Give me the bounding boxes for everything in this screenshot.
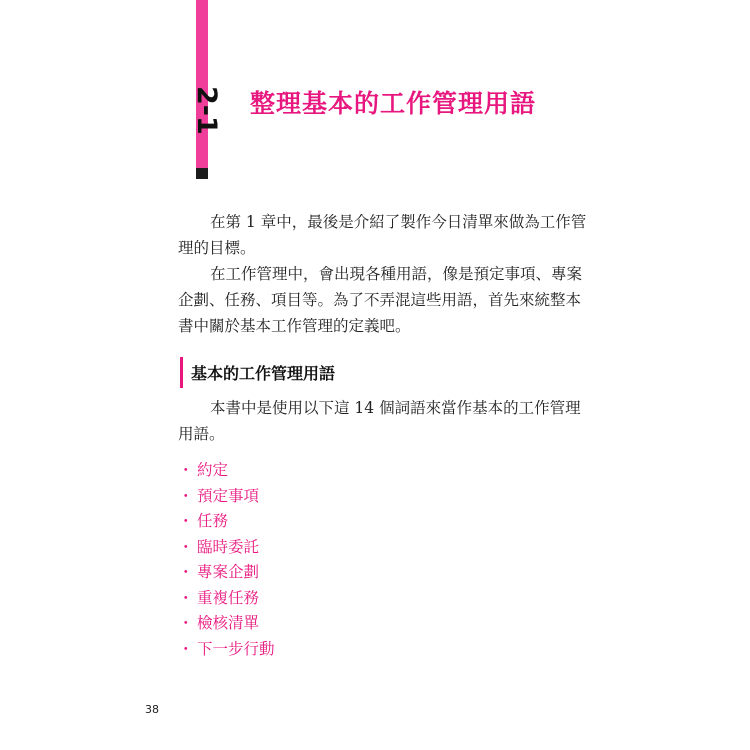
term-label: 下一步行動 [197,639,275,658]
term-label: 重複任務 [197,588,260,607]
term-label: 預定事項 [197,486,260,505]
intro-paragraph-1 [178,209,587,261]
term-label: 檢核清單 [197,614,260,632]
list-item [178,611,275,637]
term-label: 任務 [197,512,229,530]
bullet-dot: ・ [178,614,194,632]
term-label: 約定 [197,461,229,479]
bullet-dot: ・ [178,563,194,581]
term-list [178,458,275,662]
list-item [178,535,275,561]
list-item [178,586,275,612]
subheading-accent-bar [180,357,183,388]
paragraph-line: 本書中是使用以下這 14 個詞語來當作基本的工作管理 [210,399,581,417]
paragraph-line: 企劃、任務、項目等。為了不弄混這些用語，首先來統整本 [178,291,582,309]
list-item [178,509,275,535]
page-number: 38 [145,703,159,716]
subsection-paragraph [178,395,581,447]
section-title: 整理基本的工作管理用語 [250,89,537,118]
chapter-accent-bar [196,0,208,168]
term-label: 專案企劃 [197,563,260,581]
bullet-dot: ・ [178,461,194,479]
bullet-dot: ・ [178,537,194,556]
paragraph-line: 在工作管理中，會出現各種用語，像是預定事項、專案 [210,265,583,283]
section-number: 2-1 [191,86,222,135]
intro-paragraph-2 [178,261,583,339]
list-item [178,637,275,663]
paragraph-line: 書中關於基本工作管理的定義吧。 [178,317,411,335]
bullet-dot: ・ [178,512,194,530]
chapter-bar-end-block [196,168,208,179]
bullet-dot: ・ [178,486,194,505]
bullet-dot: ・ [178,588,194,607]
paragraph-line: 在第 1 章中，最後是介紹了製作今日清單來做為工作管 [210,213,587,231]
list-item [178,484,275,510]
paragraph-line: 理的目標。 [178,239,256,257]
list-item [178,560,275,586]
term-label: 臨時委託 [197,537,260,556]
subheading: 基本的工作管理用語 [191,364,336,383]
paragraph-line: 用語。 [178,425,225,443]
bullet-dot: ・ [178,639,194,658]
list-item [178,458,275,484]
